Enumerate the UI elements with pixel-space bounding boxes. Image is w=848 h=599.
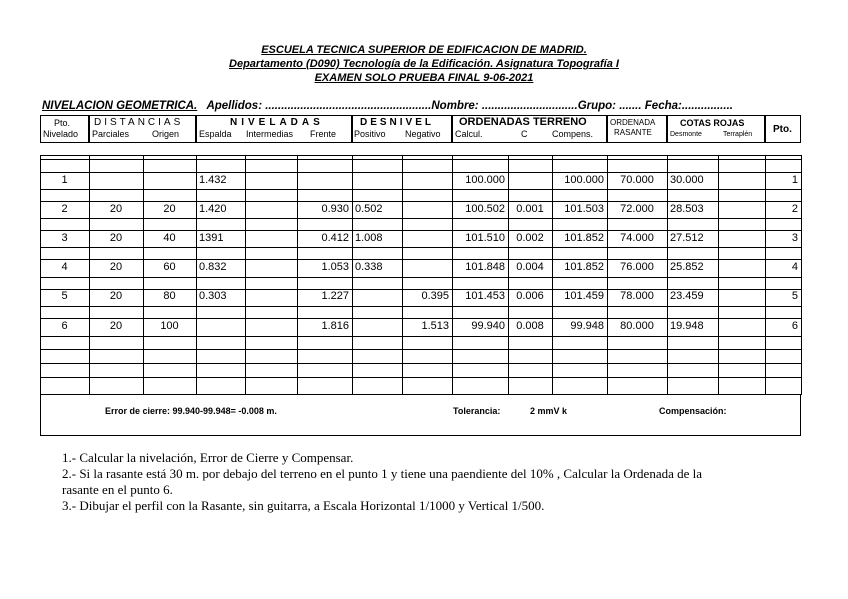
table-cell-frente: 1.053 — [321, 261, 349, 273]
table-cell-espalda: 1.432 — [199, 174, 227, 186]
grid-row-line — [40, 349, 802, 350]
grid-column-line — [402, 155, 403, 394]
label-ordenada: ORDENADA — [610, 118, 656, 127]
table-cell-origen: 60 — [163, 261, 176, 273]
exam-title: EXAMEN SOLO PRUEBA FINAL 9-06-2021 — [314, 72, 534, 84]
grid-column-line — [452, 155, 453, 394]
table-cell-c: 0.006 — [516, 290, 544, 302]
table-cell-pto: 1 — [61, 174, 68, 186]
grid-column-line — [40, 155, 41, 394]
grid-column-line — [718, 155, 719, 394]
grid-row-line — [40, 201, 802, 202]
grid-row-line — [40, 377, 802, 378]
table-cell-espalda: 1.420 — [199, 203, 227, 215]
table-cell-calcul: 100.502 — [465, 203, 505, 215]
label-calcul: Calcul. — [455, 129, 483, 139]
question-1: 1.- Calcular la nivelación, Error de Cierre y Compensar. — [62, 450, 354, 465]
table-cell-parciales: 20 — [109, 232, 123, 244]
grid-row-line — [40, 172, 802, 173]
grid-column-line — [552, 155, 553, 394]
grid-column-line — [196, 155, 197, 394]
table-cell-rasante: 70.000 — [620, 174, 654, 186]
table-cell-calcul: 100.000 — [465, 174, 505, 186]
table-cell-calcul: 101.848 — [465, 261, 505, 273]
table-cell-espalda: 0.303 — [199, 290, 227, 302]
grid-row-line — [40, 230, 802, 231]
table-cell-rasante: 76.000 — [620, 261, 654, 273]
label-ordenadas: ORDENADAS TERRENO — [459, 116, 587, 128]
label-negativo: Negativo — [405, 129, 441, 139]
closure-error: Error de cierre: 99.940-99.948= -0.008 m. — [105, 406, 277, 416]
table-cell-pto: 5 — [61, 290, 68, 302]
label-parciales: Parciales — [92, 129, 130, 139]
table-cell-pto2: 5 — [791, 290, 798, 302]
label-pto: Pto. — [54, 118, 71, 128]
table-cell-positivo: 0.502 — [355, 203, 383, 215]
table-cell-origen: 40 — [163, 232, 176, 244]
table-cell-rasante: 72.000 — [620, 203, 654, 215]
label-espalda: Espalda — [199, 129, 232, 139]
table-cell-compens: 100.000 — [564, 174, 604, 186]
grid-row-line — [40, 159, 802, 160]
table-cell-desmonte: 27.512 — [670, 232, 704, 244]
grid-column-line — [143, 155, 144, 394]
table-cell-desmonte: 30.000 — [670, 174, 704, 186]
table-cell-pto2: 6 — [791, 320, 798, 332]
label-desmonte: Desmonte — [670, 131, 702, 138]
school-title: ESCUELA TECNICA SUPERIOR DE EDIFICACION DE MADRID. — [261, 44, 587, 56]
grid-column-line — [801, 155, 802, 394]
grid-row-line — [40, 218, 802, 219]
table-cell-origen: 80 — [163, 290, 176, 302]
student-info-line — [42, 100, 802, 112]
student-fields: Apellidos: ....................................................Nombre: ..............................Grupo: ....... Fecha:................ — [206, 100, 733, 112]
label-terraplen: Terraplén — [723, 131, 753, 138]
label-desnivel: DESNIVEL — [360, 117, 435, 128]
table-cell-compens: 101.503 — [564, 203, 604, 215]
label-positivo: Positivo — [354, 129, 386, 139]
table-cell-pto2: 1 — [791, 174, 798, 186]
tolerancia-label: Tolerancia: — [453, 406, 501, 416]
compensacion-label: Compensación: — [659, 406, 727, 416]
table-cell-parciales: 20 — [109, 203, 123, 215]
table-cell-positivo: 1.008 — [355, 232, 383, 244]
question-3: 3.- Dibujar el perfil con la Rasante, sin guitarra, a Escala Horizontal 1/1000 y Vertical 1/500. — [62, 498, 545, 513]
label-pto-right: Pto. — [773, 124, 792, 135]
table-cell-pto2: 2 — [791, 203, 798, 215]
question-2: 2.- Si la rasante está 30 m. por debajo del terreno en el punto 1 y tiene una paendiente del 10% , Calcular la Ordenada de la — [62, 466, 703, 481]
question-2-cont: rasante en el punto 6. — [62, 482, 173, 497]
table-cell-compens: 101.852 — [564, 261, 604, 273]
table-cell-negativo: 0.395 — [421, 290, 449, 302]
grid-column-line — [667, 155, 668, 394]
table-cell-compens: 99.948 — [570, 320, 604, 332]
table-cell-frente: 1.816 — [321, 320, 349, 332]
table-cell-compens: 101.852 — [564, 232, 604, 244]
table-cell-parciales: 20 — [109, 261, 123, 273]
table-cell-c: 0.001 — [516, 203, 544, 215]
table-cell-c: 0.004 — [516, 261, 544, 273]
grid-row-line — [40, 318, 802, 319]
label-c: C — [521, 129, 528, 139]
method-title: NIVELACION GEOMETRICA. — [42, 100, 198, 112]
table-cell-desmonte: 19.948 — [670, 320, 704, 332]
grid-column-line — [245, 155, 246, 394]
tolerancia-value: 2 mmV k — [530, 406, 568, 416]
label-rasante: RASANTE — [614, 128, 652, 137]
table-cell-negativo: 1.513 — [421, 320, 449, 332]
grid-row-line — [40, 155, 802, 156]
label-origen: Origen — [152, 129, 180, 139]
grid-row-line — [40, 247, 802, 248]
table-cell-frente: 0.930 — [321, 203, 349, 215]
table-cell-parciales: 20 — [109, 320, 123, 332]
grid-column-line — [352, 155, 353, 394]
grid-column-line — [508, 155, 509, 394]
table-cell-calcul: 99.940 — [471, 320, 505, 332]
table-cell-parciales: 20 — [109, 290, 123, 302]
grid-column-line — [297, 155, 298, 394]
table-cell-frente: 1.227 — [321, 290, 349, 302]
table-cell-rasante: 80.000 — [620, 320, 654, 332]
grid-row-line — [40, 259, 802, 260]
table-cell-pto2: 4 — [791, 261, 798, 273]
table-cell-pto2: 3 — [791, 232, 798, 244]
table-cell-desmonte: 28.503 — [670, 203, 704, 215]
grid-column-line — [89, 155, 90, 394]
table-cell-origen: 20 — [163, 203, 176, 215]
label-niveladas: NIVELADAS — [230, 117, 324, 128]
grid-row-line — [40, 363, 802, 364]
table-cell-rasante: 74.000 — [620, 232, 654, 244]
label-intermedias: Intermedias — [246, 129, 294, 139]
grid-row-line — [40, 336, 802, 337]
table-cell-desmonte: 25.852 — [670, 261, 704, 273]
table-cell-positivo: 0.338 — [355, 261, 383, 273]
table-cell-desmonte: 23.459 — [670, 290, 704, 302]
label-distancias: DISTANCIAS — [94, 117, 184, 128]
label-frente: Frente — [310, 129, 337, 139]
table-cell-rasante: 78.000 — [620, 290, 654, 302]
grid-row-line — [40, 189, 802, 190]
table-cell-pto: 4 — [61, 261, 68, 273]
table-cell-calcul: 101.510 — [465, 232, 505, 244]
table-cell-c: 0.008 — [516, 320, 544, 332]
label-cotas-rojas: COTAS ROJAS — [680, 118, 745, 128]
table-cell-pto: 2 — [61, 203, 68, 215]
table-cell-pto: 3 — [61, 232, 68, 244]
grid-column-line — [765, 155, 766, 394]
table-cell-frente: 0.412 — [321, 232, 349, 244]
table-cell-pto: 6 — [61, 320, 68, 332]
grid-row-line — [40, 277, 802, 278]
grid-row-line — [40, 306, 802, 307]
table-cell-compens: 101.459 — [564, 290, 604, 302]
table-cell-espalda: 0.832 — [199, 261, 227, 273]
label-compens: Compens. — [552, 129, 594, 139]
department-title: Departamento (D090) Tecnología de la Edificación. Asignatura Topografía I — [229, 58, 619, 70]
table-cell-c: 0.002 — [516, 232, 544, 244]
grid-column-line — [607, 155, 608, 394]
table-cell-espalda: 1391 — [199, 232, 224, 244]
label-nivelado: Nivelado — [43, 129, 79, 139]
table-cell-calcul: 101.453 — [465, 290, 505, 302]
table-cell-origen: 100 — [160, 320, 179, 332]
